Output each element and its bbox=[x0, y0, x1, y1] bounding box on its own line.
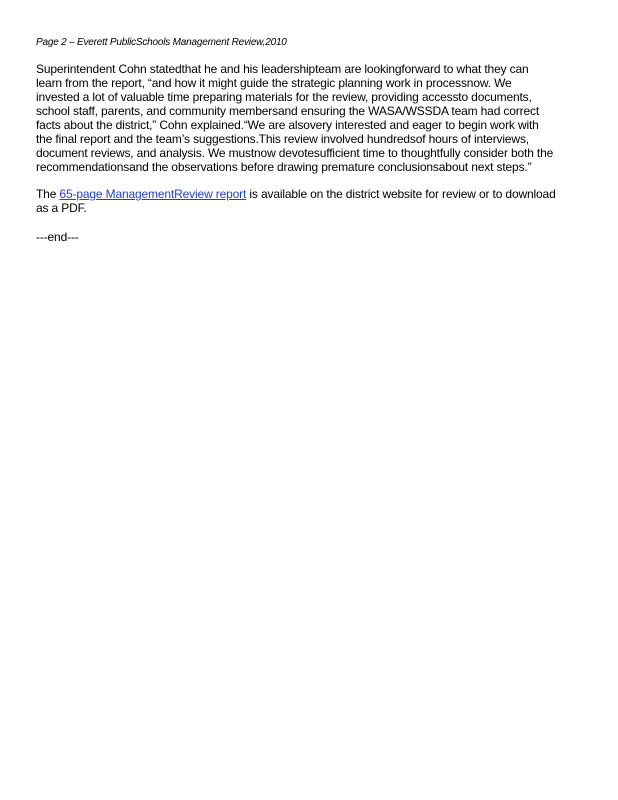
paragraph-line: recommendationsand the observations before drawing premature conclusionsabout next steps.” bbox=[36, 160, 532, 174]
paragraph-line: invested a lot of valuable time preparing materials for the review, providing accessto documents, bbox=[36, 90, 532, 104]
paragraph-line: learn from the report, “and how it might guide the strategic planning work in processnow. We bbox=[36, 76, 512, 90]
paragraph-line: the final report and the team’s suggestions.This review involved hundredsof hours of interviews, bbox=[36, 132, 529, 146]
paragraph-prefix: The bbox=[36, 187, 60, 201]
paragraph-line: document reviews, and analysis. We mustnow devotesufficient time to thoughtfully consider both the bbox=[36, 146, 554, 160]
statement-paragraph bbox=[36, 62, 586, 174]
paragraph-line: as a PDF. bbox=[36, 201, 87, 215]
report-availability-paragraph bbox=[36, 187, 586, 215]
paragraph-line: facts about the district,” Cohn explained.“We are alsovery interested and eager to begin work with bbox=[36, 118, 539, 132]
paragraph-suffix: is available on the district website for review or to download bbox=[246, 187, 556, 201]
end-marker: ---end--- bbox=[36, 230, 79, 244]
paragraph-line bbox=[36, 187, 586, 201]
management-review-report-link[interactable]: 65-page ManagementReview report bbox=[59, 187, 247, 201]
paragraph-line: school staff, parents, and community membersand ensuring the WASA/WSSDA team had correct bbox=[36, 104, 540, 118]
paragraph-line: Superintendent Cohn statedthat he and his leadershipteam are lookingforward to what they can bbox=[36, 62, 529, 76]
page-header: Page 2 – Everett PublicSchools Management Review,2010 bbox=[36, 37, 287, 48]
